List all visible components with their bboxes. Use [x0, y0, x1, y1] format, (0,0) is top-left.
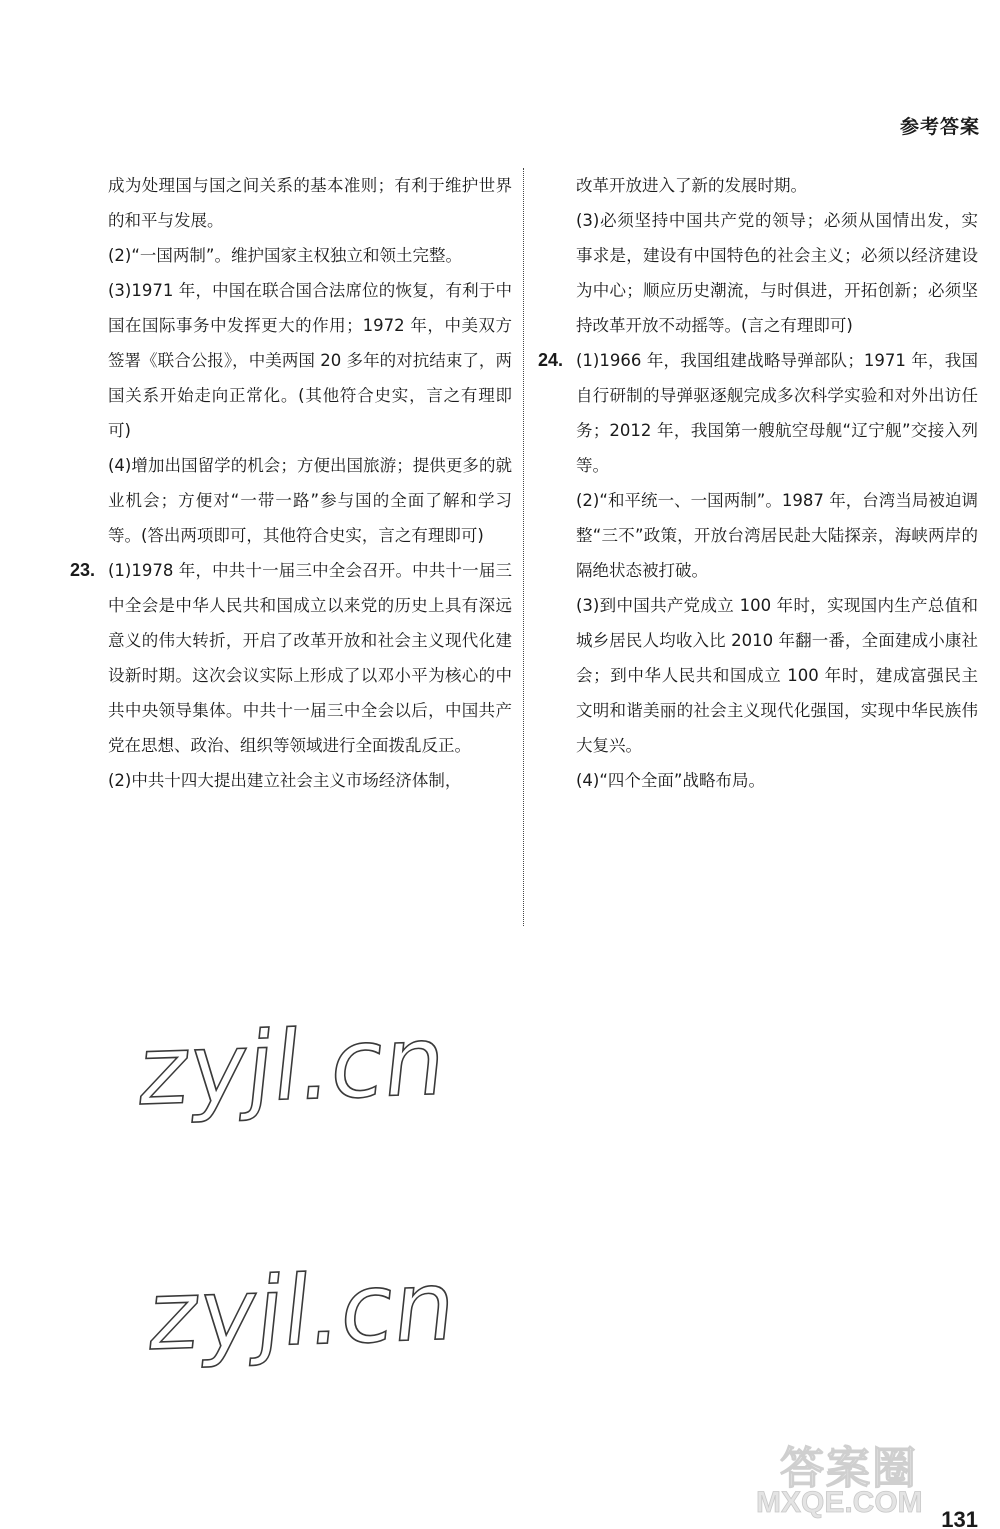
answer-text: 改革开放进入了新的发展时期。: [576, 176, 807, 195]
answer-paragraph: [538, 483, 978, 588]
answer-text: (2)中共十四大提出建立社会主义市场经济体制，: [108, 771, 462, 790]
column-divider: [523, 168, 524, 926]
answer-text: (2)“和平统一、一国两制”。1987 年，台湾当局被迫调整“三不”政策，开放台湾居民赴大陆探亲，海峡两岸的隔绝状态被打破。: [576, 491, 978, 580]
answer-text: (3)必须坚持中国共产党的领导；必须从国情出发，实事求是，建设有中国特色的社会主义；必须以经济建设为中心；顺应历史潮流，与时俱进，开拓创新；必须坚持改革开放不动摇等。(言之有理即可): [576, 211, 978, 335]
right-column: [538, 168, 978, 798]
answer-paragraph: [538, 763, 978, 798]
answer-paragraph: [538, 588, 978, 763]
page-section-title: 参考答案: [899, 116, 980, 138]
page-number: 131: [941, 1507, 978, 1529]
answer-text: (1)1966 年，我国组建战略导弹部队；1971 年，我国自行研制的导弹驱逐舰完成多次科学实验和对外出访任务；2012 年，我国第一艘航空母舰“辽宁舰”交接入列等。: [576, 351, 978, 475]
answer-paragraph: [538, 203, 978, 343]
answer-paragraph: [538, 343, 978, 483]
answer-text: (2)“一国两制”。维护国家主权独立和领土完整。: [108, 246, 462, 265]
answer-paragraph: [70, 273, 512, 448]
logo-glyphs: 答案圈: [780, 1443, 918, 1494]
answer-text: (1)1978 年，中共十一届三中全会召开。中共十一届三中全会是中华人民共和国成立以来党的历史上具有深远意义的伟大转折，开启了改革开放和社会主义现代化建设新时期。这次会议实际上形成了以邓小平为核心的中共中央领导集体。中共十一届三中全会以后，中国共产党在思想、政治、组织等领域进行全面拨乱反正。: [108, 561, 512, 755]
question-number: 23.: [70, 560, 96, 580]
watermark: zyjl.cn: [143, 1249, 462, 1373]
answer-paragraph: [538, 168, 978, 203]
left-column: [70, 168, 512, 798]
answer-text: 成为处理国与国之间关系的基本准则；有利于维护世界的和平与发展。: [108, 176, 512, 230]
answer-paragraph: [70, 553, 512, 763]
answer-text: (4)增加出国留学的机会；方便出国旅游；提供更多的就业机会；方便对“一带一路”参与国的全面了解和学习等。(答出两项即可，其他符合史实，言之有理即可): [108, 456, 512, 545]
watermark: zyjl.cn: [133, 1004, 452, 1128]
answer-text: (3)1971 年，中国在联合国合法席位的恢复，有利于中国在国际事务中发挥更大的作用；1972 年，中美双方签署《联合公报》，中美两国 20 多年的对抗结束了，两国关系开始走向正常化。(其他符合史实，言之有理即可): [108, 281, 512, 440]
question-number: 24.: [538, 350, 564, 370]
answer-text: (4)“四个全面”战略布局。: [576, 771, 765, 790]
logo-url: MXQE.COM: [756, 1486, 923, 1519]
answer-paragraph: [70, 448, 512, 553]
answer-paragraph: [70, 168, 512, 238]
answer-text: (3)到中国共产党成立 100 年时，实现国内生产总值和城乡居民人均收入比 2010 年翻一番，全面建成小康社会；到中华人民共和国成立 100 年时，建成富强民主文明和谐美丽的社会主义现代化强国，实现中华民族伟大复兴。: [576, 596, 978, 755]
answer-paragraph: [70, 238, 512, 273]
answer-paragraph: [70, 763, 512, 798]
